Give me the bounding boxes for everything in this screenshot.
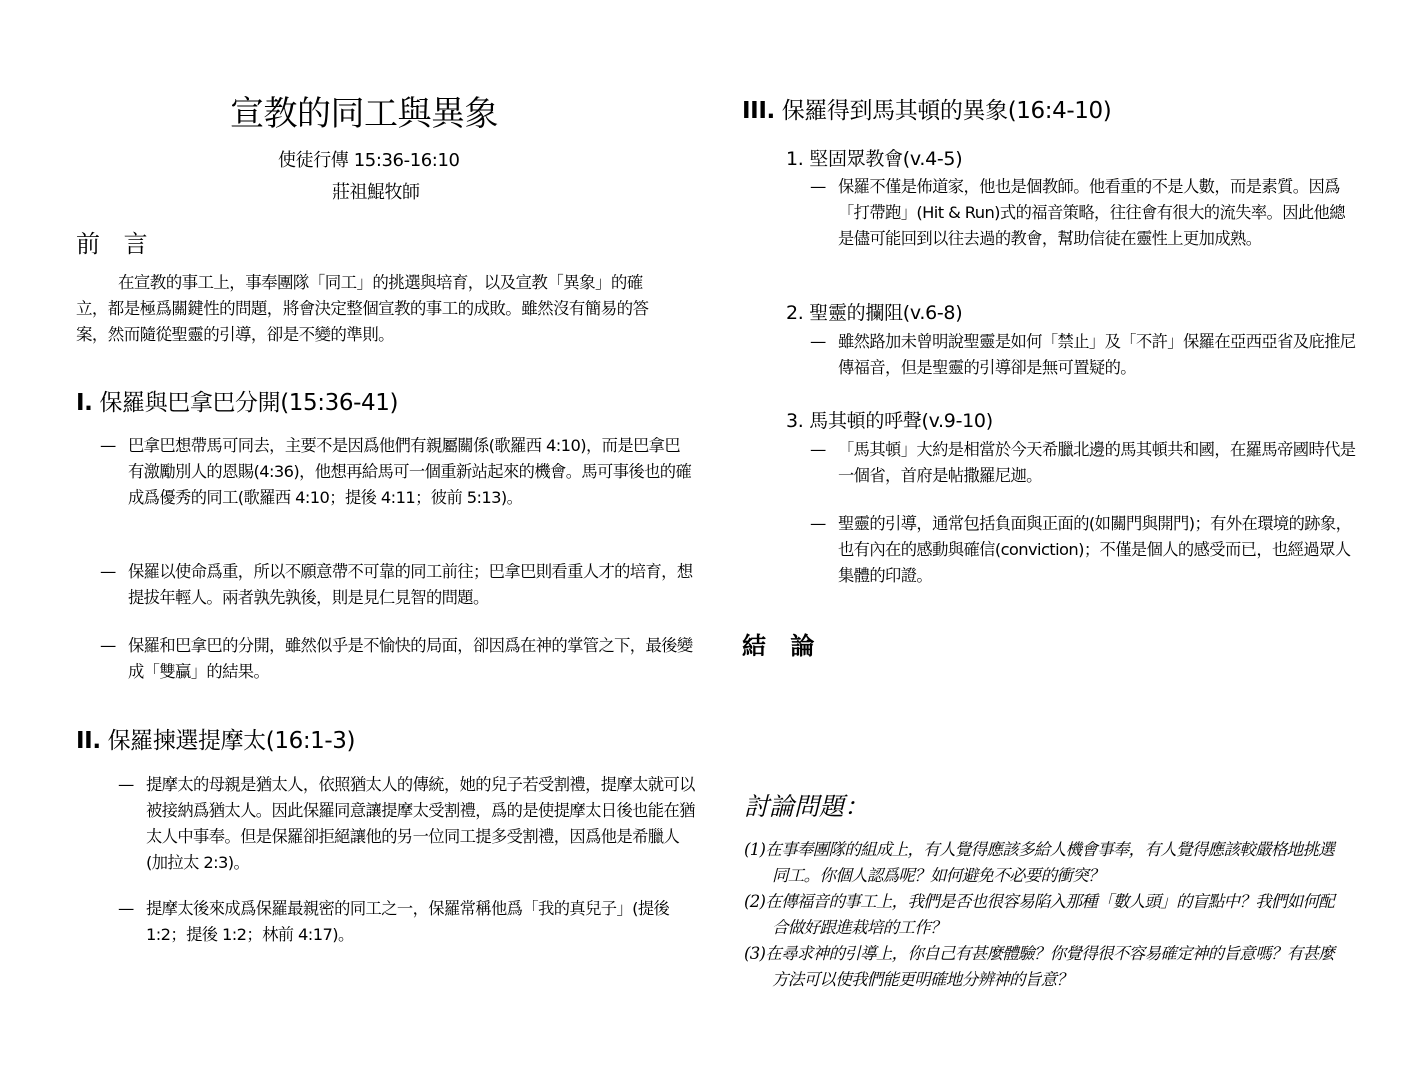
discussion-heading: 討論問題： — [744, 792, 870, 821]
dash-mark: — — [118, 899, 134, 918]
subsection-2-heading: 2. 聖靈的攔阻(v.6-8) — [786, 302, 963, 324]
section-2-bullet — [118, 772, 698, 876]
question-text: 在尋求神的引導上，你自己有甚麼體驗？你覺得很不容易確定神的旨意嗎？有甚麼方法可以使我們能更明確地分辨神的旨意？ — [765, 944, 1335, 989]
section-1-number: I. — [76, 390, 93, 416]
conclusion-heading: 結 論 — [742, 632, 823, 660]
question-text: 在傳福音的事工上，我們是否也很容易陷入那種「數人頭」的盲點中？我們如何配合做好跟進栽培的工作？ — [765, 892, 1335, 937]
section-1-bullet — [100, 433, 694, 511]
section-2-bullet-text: 提摩太後來成爲保羅最親密的同工之一，保羅常稱他爲「我的真兒子」(提後 1:2；提後 1:2；林前 4:17)。 — [146, 899, 670, 944]
question-text: 在事奉團隊的組成上，有人覺得應該多給人機會事奉，有人覺得應該較嚴格地挑選同工。你個人認爲呢？如何避免不必要的衝突？ — [765, 840, 1335, 885]
section-1-bullet — [100, 633, 694, 685]
question-number: (1) — [744, 840, 766, 859]
subsection-3-bullet — [810, 511, 1358, 589]
dash-mark: — — [100, 562, 116, 581]
section-2-bullet — [118, 896, 698, 948]
author: 莊祖鯤牧師 — [332, 182, 420, 203]
subsection-1-heading: 1. 堅固眾教會(v.4-5) — [786, 148, 963, 170]
intro-paragraph: 在宣教的事工上，事奉團隊「同工」的挑選與培育，以及宣教「異象」的確立，都是極爲關鍵性的問題，將會決定整個宣教的事工的成敗。雖然沒有簡易的答案，然而隨從聖靈的引導，卻是不變的準則。 — [76, 273, 649, 344]
discussion-question — [744, 837, 1344, 889]
subsection-3-bullet — [810, 437, 1358, 489]
subsection-3-heading: 3. 馬其頓的呼聲(v.9-10) — [786, 410, 993, 432]
section-3-title: 保羅得到馬其頓的異象(16:4-10) — [781, 98, 1112, 124]
question-number: (3) — [744, 944, 766, 963]
subsection-3-bullet-text: 聖靈的引導，通常包括負面與正面的(如關門與開門)；有外在環境的跡象，也有內在的感動與確信(conviction)；不僅是個人的感受而已，也經過眾人集體的印證。 — [838, 514, 1352, 585]
section-3-heading — [742, 92, 1111, 125]
dash-mark: — — [118, 775, 134, 794]
section-1-title: 保羅與巴拿巴分開(15:36-41) — [99, 390, 399, 416]
dash-mark: — — [810, 177, 826, 196]
page-title: 宣教的同工與異象 — [230, 94, 498, 134]
section-1-bullet-text: 保羅以使命爲重，所以不願意帶不可靠的同工前往；巴拿巴則看重人才的培育，想提拔年輕人。兩者孰先孰後，則是見仁見智的問題。 — [128, 562, 693, 607]
question-number: (2) — [744, 892, 766, 911]
section-1-bullet — [100, 559, 694, 611]
section-2-bullet-text: 提摩太的母親是猶太人，依照猶太人的傳統，她的兒子若受割禮，提摩太就可以被接納爲猶太人。因此保羅同意讓提摩太受割禮，爲的是使提摩太日後也能在猶太人中事奉。但是保羅卻拒絕讓他的另一位同工提多受割禮，因爲他是希臘人(加拉太 2:3)。 — [146, 775, 695, 872]
dash-mark: — — [810, 332, 826, 351]
section-2-number: II. — [76, 728, 101, 754]
subsection-3-bullet-text: 「馬其頓」大約是相當於今天希臘北邊的馬其頓共和國，在羅馬帝國時代是一個省，首府是帖撒羅尼迦。 — [838, 440, 1356, 485]
subsection-1-bullet-text: 保羅不僅是佈道家，他也是個教師。他看重的不是人數，而是素質。因爲「打帶跑」(Hit & Run)式的福音策略，往往會有很大的流失率。因此他總是儘可能回到以往去過的教會，幫助信徒在靈性上更加成熟。 — [838, 177, 1345, 248]
subsection-1-bullet — [810, 174, 1358, 252]
dash-mark: — — [100, 636, 116, 655]
scripture-reference: 使徒行傳 15:36-16:10 — [278, 150, 460, 171]
section-1-bullet-text: 保羅和巴拿巴的分開，雖然似乎是不愉快的局面，卻因爲在神的掌管之下，最後變成「雙贏」的結果。 — [128, 636, 693, 681]
intro-heading: 前 言 — [76, 230, 156, 258]
subsection-2-bullet — [810, 329, 1358, 381]
discussion-questions — [744, 837, 1344, 993]
section-1-heading — [76, 384, 398, 417]
dash-mark: — — [810, 514, 826, 533]
discussion-question — [744, 941, 1344, 993]
section-2-heading — [76, 722, 355, 755]
dash-mark: — — [100, 436, 116, 455]
section-3-number: III. — [742, 98, 775, 124]
section-2-title: 保羅揀選提摩太(16:1-3) — [107, 728, 356, 754]
section-1-bullet-text: 巴拿巴想帶馬可同去，主要不是因爲他們有親屬關係(歌羅西 4:10)，而是巴拿巴有激勵別人的恩賜(4:36)，他想再給馬可一個重新站起來的機會。馬可事後也的確成爲優秀的同工(歌羅西 4:10；提後 4:11；彼前 5:13)。 — [128, 436, 692, 507]
discussion-question — [744, 889, 1344, 941]
dash-mark: — — [810, 440, 826, 459]
subsection-2-bullet-text: 雖然路加未曾明說聖靈是如何「禁止」及「不許」保羅在亞西亞省及庇推尼傳福音，但是聖靈的引導卻是無可置疑的。 — [838, 332, 1356, 377]
